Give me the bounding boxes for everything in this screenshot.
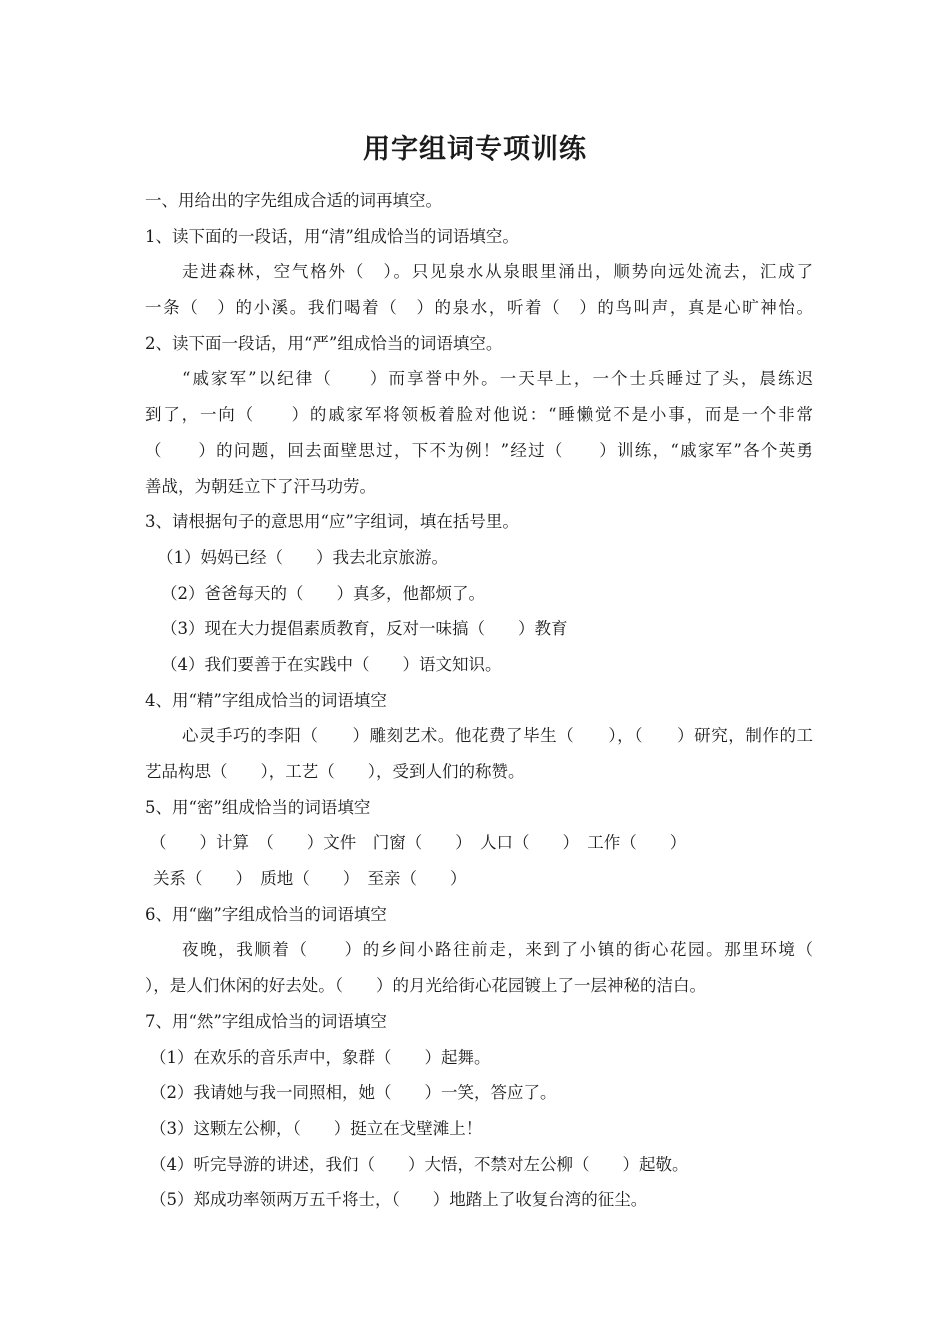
page-title: 用字组词专项训练 [363, 134, 587, 165]
question-3-item: （4）我们要善于在实践中（ ）语文知识。 [161, 654, 502, 674]
question-6-text-line: 夜晚，我顺着（ ）的乡间小路往前走，来到了小镇的街心花园。那里环境（ [182, 940, 813, 960]
question-5-items: 关系（ ） 质地（ ） 至亲（ ） [153, 869, 467, 889]
question-4-prompt: 4、用“精”字组成恰当的词语填空 [145, 690, 387, 710]
question-1-prompt: 1、读下面的一段话，用“清”组成恰当的词语填空。 [145, 226, 519, 246]
section-heading: 一、用给出的字先组成合适的词再填空。 [145, 191, 442, 210]
question-7-item: （3）这颗左公柳，（ ）挺立在戈壁滩上！ [150, 1118, 483, 1138]
question-2-text-line: “戚家军”以纪律（ ）而享誉中外。一天早上，一个士兵睡过了头，晨练迟 [182, 369, 813, 389]
question-3-item: （1）妈妈已经（ ）我去北京旅游。 [157, 547, 448, 567]
question-7-prompt: 7、用“然”字组成恰当的词语填空 [145, 1011, 387, 1031]
question-7-item: （1）在欢乐的音乐声中，象群（ ）起舞。 [150, 1047, 491, 1067]
question-2-text-line: 善战，为朝廷立下了汗马功劳。 [145, 476, 376, 496]
question-1-text-line: 走进森林，空气格外（ ）。只见泉水从泉眼里涌出，顺势向远处流去，汇成了 [182, 262, 813, 282]
question-6-text-line: ），是人们休闲的好去处。（ ）的月光给街心花园镀上了一层神秘的洁白。 [145, 976, 706, 996]
question-1-text-line: 一条（ ）的小溪。我们喝着（ ）的泉水，听着（ ）的鸟叫声，真是心旷神怡。 [145, 298, 813, 318]
question-7-item: （4）听完导游的讲述，我们（ ）大悟，不禁对左公柳（ ）起敬。 [150, 1154, 689, 1174]
document-body [145, 183, 813, 1218]
question-2-text-line: （ ）的问题，回去面壁思过，下不为例！”经过（ ）训练，“戚家军”各个英勇 [145, 440, 813, 460]
question-2-prompt: 2、读下面一段话，用“严”组成恰当的词语填空。 [145, 333, 503, 353]
question-2-text-line: 到了，一向（ ）的戚家军将领板着脸对他说：“睡懒觉不是小事，而是一个非常 [145, 405, 813, 425]
question-5-prompt: 5、用“密”组成恰当的词语填空 [145, 797, 371, 817]
question-4-text-line: 心灵手巧的李阳（ ）雕刻艺术。他花费了毕生（ ），（ ）研究，制作的工 [182, 726, 813, 746]
question-6-prompt: 6、用“幽”字组成恰当的词语填空 [145, 904, 387, 924]
question-3-item: （3）现在大力提倡素质教育，反对一味搞（ ）教育 [161, 619, 568, 639]
question-7-item: （2）我请她与我一同照相，她（ ）一笑，答应了。 [150, 1083, 557, 1103]
question-7-item: （5）郑成功率领两万五千将士，（ ）地踏上了收复台湾的征尘。 [150, 1190, 648, 1210]
question-3-item: （2）爸爸每天的（ ）真多，他都烦了。 [161, 583, 485, 603]
question-4-text-line: 艺品构思（ ），工艺（ ），受到人们的称赞。 [145, 762, 525, 781]
question-5-items: （ ）计算 （ ）文件 门窗（ ） 人口（ ） 工作（ ） [150, 833, 687, 853]
question-3-prompt: 3、请根据句子的意思用“应”字组词，填在括号里。 [145, 512, 519, 532]
